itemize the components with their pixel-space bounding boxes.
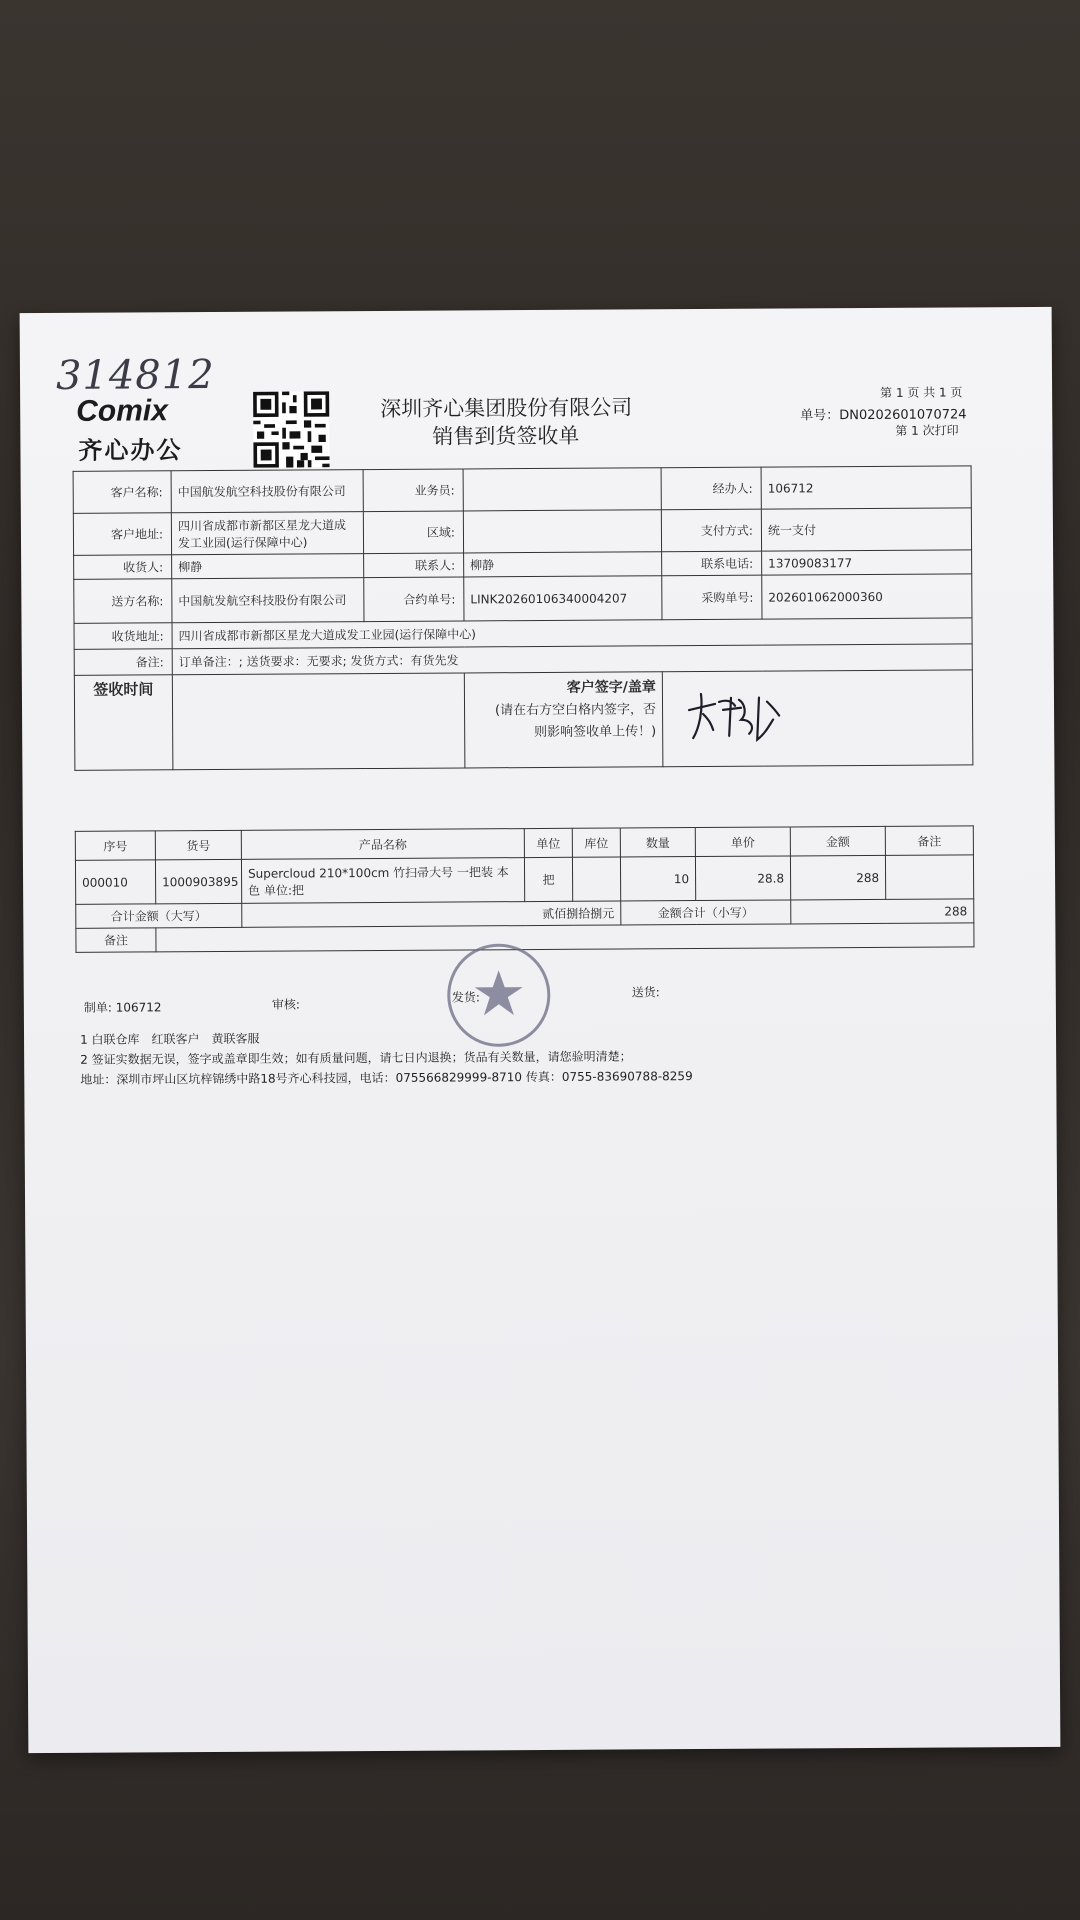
region-value — [463, 510, 661, 553]
row-remark — [885, 855, 973, 900]
company-seal-stamp — [443, 940, 554, 1051]
purchase-label: 采购单号: — [662, 575, 762, 620]
goods-remark-label: 备注 — [76, 928, 156, 952]
maker-value: 106712 — [115, 1000, 162, 1015]
customer-info-table — [73, 465, 974, 770]
handwritten-number: 314812 — [55, 351, 215, 399]
col-remark: 备注 — [885, 826, 973, 856]
print-count: 第 1 次打印 — [895, 423, 959, 438]
salesperson-value — [463, 468, 661, 511]
document-title: 销售到货签收单 — [432, 423, 580, 449]
contact-label: 联系人: — [364, 553, 464, 578]
row-amount: 288 — [790, 855, 885, 900]
purchase-value: 202601062000360 — [762, 574, 972, 619]
sign-note-2: 则影响签收单上传！) — [534, 724, 657, 741]
brand-logo-en: Comix — [76, 394, 168, 428]
company-name: 深圳齐心集团股份有限公司 — [380, 395, 633, 421]
sign-note-1: (请在右方空白格内签字，否 — [494, 702, 657, 719]
row-product-name: Supercloud 210*100cm 竹扫帚大号 一把装 本色 单位:把 — [241, 858, 524, 904]
col-price: 单价 — [695, 827, 790, 857]
col-qty: 数量 — [620, 828, 695, 857]
row-sku: 1000903895 — [155, 859, 241, 904]
signature-field[interactable] — [662, 670, 973, 767]
brand-logo-cn: 齐心办公 — [78, 436, 183, 465]
contract-value: LINK20260106340004207 — [464, 576, 662, 621]
remark-value: 订单备注：; 送货要求：无要求; 发货方式：有货先发 — [172, 644, 972, 675]
phone-value: 13709083177 — [762, 550, 972, 575]
page-info: 第 1 页 共 1 页 — [880, 385, 963, 400]
receiver-value: 柳静 — [172, 554, 364, 579]
col-product-name: 产品名称 — [241, 829, 524, 860]
reviewer-label: 审核: — [271, 997, 300, 1012]
footer-address: 地址：深圳市坪山区坑梓锦绣中路18号齐心科技园，电话：075566829999-8710 传真：0755-83690788-8259 — [80, 1069, 693, 1087]
maker-label: 制单: — [83, 1000, 112, 1015]
customer-sign-label: 客户签字/盖章 — [566, 679, 656, 696]
col-unit: 单位 — [524, 828, 572, 857]
delivery-to-value: 中国航发航空科技股份有限公司 — [172, 578, 364, 623]
payment-value: 统一支付 — [761, 508, 971, 551]
row-price: 28.8 — [695, 856, 790, 901]
document-number: 单号：DN0202601070724 — [800, 407, 967, 424]
contract-label: 合约单号: — [364, 577, 464, 622]
ship-address-label: 收货地址: — [74, 623, 172, 650]
customer-sign-note-cell — [464, 672, 663, 768]
row-seq: 000010 — [75, 860, 155, 904]
table-row — [75, 855, 973, 904]
contact-value: 柳静 — [464, 552, 662, 577]
col-seq: 序号 — [75, 831, 155, 860]
sign-time-label-cell — [74, 675, 173, 771]
note-2: 2 签证实数据无误，签字或盖章即生效；如有质量问题，请七日内退换；货品有关数量，请您验明清楚； — [80, 1049, 632, 1067]
maker-field — [84, 998, 162, 1015]
col-location: 库位 — [572, 828, 620, 857]
ship-address-value: 四川省成都市新都区星龙大道成发工业园(运行保障中心) — [172, 618, 972, 649]
customer-name-value: 中国航发航空科技股份有限公司 — [171, 470, 363, 513]
payment-label: 支付方式: — [661, 509, 761, 552]
row-unit: 把 — [524, 857, 572, 901]
goods-table — [75, 825, 975, 952]
row-qty: 10 — [620, 857, 695, 901]
note-1: 1 白联仓库 红联客户 黄联客服 — [80, 1031, 260, 1047]
handler-label: 经办人: — [661, 467, 761, 510]
receiver-label: 收货人: — [74, 555, 172, 580]
customer-name-label: 客户名称: — [73, 471, 171, 514]
handwritten-signature — [681, 679, 791, 750]
delivery-to-label: 送方名称: — [74, 579, 172, 624]
region-label: 区域: — [363, 511, 463, 554]
document-sheet — [20, 307, 1061, 1753]
goods-remark-value — [156, 923, 974, 952]
salesperson-label: 业务员: — [363, 469, 463, 512]
sign-time-field[interactable] — [172, 673, 465, 770]
deliverer-label: 送货: — [631, 985, 660, 1000]
total-upper-value: 贰佰捌拾捌元 — [242, 901, 621, 927]
col-amount: 金额 — [790, 826, 885, 856]
total-lower-value: 288 — [791, 899, 974, 924]
total-lower-label: 金额合计（小写） — [621, 900, 791, 925]
sign-time-label: 签收时间 — [93, 680, 154, 699]
qr-code-icon — [252, 391, 330, 467]
total-upper-label: 合计金额（大写） — [76, 903, 242, 928]
phone-label: 联系电话: — [662, 551, 762, 576]
remark-label: 备注: — [74, 649, 172, 676]
shipper-label: 发货: — [451, 990, 480, 1005]
handler-value: 106712 — [761, 466, 971, 509]
col-sku: 货号 — [155, 830, 241, 860]
customer-address-label: 客户地址: — [73, 513, 171, 556]
row-location — [572, 857, 620, 901]
customer-address-value: 四川省成都市新都区星龙大道成发工业园(运行保障中心) — [171, 512, 363, 555]
